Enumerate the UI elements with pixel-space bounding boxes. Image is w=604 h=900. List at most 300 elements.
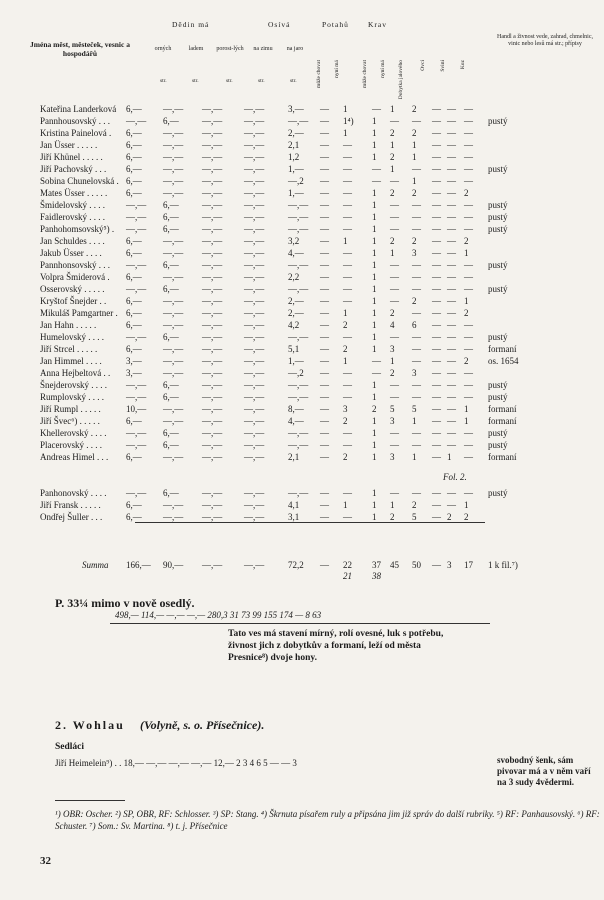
table-row [0,332,604,344]
row-cell: — [432,308,441,318]
row-name: Jiří Fransk . . . . . [40,500,101,510]
row-cell: —,— [244,440,265,450]
row-cell: — [320,344,329,354]
row-cell: 1 [372,248,377,258]
vert-head-8: Koz [460,60,466,70]
row-cell: — [464,368,473,378]
row-cell: — [343,380,352,390]
row-cell: — [464,260,473,270]
summa-note: 1 k fil.⁷) [488,560,518,570]
row-cell: 2 [412,236,417,246]
row-cell: — [432,296,441,306]
row-cell: 6,— [126,512,142,522]
row-cell: — [432,416,441,426]
row-cell: —,— [288,332,309,342]
row-cell: —,— [126,284,147,294]
row-cell: 1 [372,344,377,354]
row-cell: — [343,176,352,186]
vert-head-2: nyní má [334,60,340,78]
row-cell: 2,1 [288,452,300,462]
row-cell: 1 [447,452,452,462]
row-cell: 1 [372,272,377,282]
table-row [0,224,604,236]
row-cell: 6,— [163,284,179,294]
row-note: pustý [488,200,508,210]
row-cell: 2 [464,188,469,198]
row-cell: 2 [390,308,395,318]
col-head-jaro: na jaro [286,46,304,52]
table-row [0,488,604,500]
row-cell: 1 [372,212,377,222]
table-row [0,272,604,284]
row-cell: — [343,212,352,222]
row-cell: 6,— [126,236,142,246]
row-name: Panhohomsovský⁵) . [40,224,115,234]
row-cell: 6,— [163,428,179,438]
table-row [0,452,604,464]
row-cell: — [343,368,352,378]
row-cell: — [390,392,399,402]
row-cell: — [447,356,456,366]
row-cell: —,— [244,500,265,510]
row-cell: — [390,428,399,438]
table-row [0,152,604,164]
row-cell: — [447,116,456,126]
row-cell: 2 [464,236,469,246]
row-cell: 2 [390,152,395,162]
row-cell: — [464,116,473,126]
row-cell: — [320,332,329,342]
row-cell: — [447,140,456,150]
row-cell: — [447,260,456,270]
row-cell: — [390,272,399,282]
summa-cell: —,— [244,560,265,570]
row-cell: —,— [126,116,147,126]
row-cell: 1 [372,500,377,510]
row-cell: — [372,356,381,366]
row-cell: 1 [390,248,395,258]
row-cell: — [343,392,352,402]
row-name: Jan Üsser . . . . . [40,140,98,150]
row-cell: — [432,152,441,162]
row-cell: — [343,440,352,450]
row-cell: 6,— [163,260,179,270]
row-cell: — [432,104,441,114]
row-cell: — [432,428,441,438]
row-cell: 4,— [288,248,304,258]
row-cell: —,— [126,224,147,234]
row-cell: — [447,236,456,246]
row-cell: —,— [202,176,223,186]
row-note: pustý [488,488,508,498]
row-cell: — [432,248,441,258]
row-cell: 1 [412,176,417,186]
row-cell: —,— [244,332,265,342]
row-cell: 2 [447,512,452,522]
row-cell: — [343,152,352,162]
row-cell: 3,2 [288,236,300,246]
row-cell: — [412,164,421,174]
row-name: Placerovský . . . . [40,440,102,450]
row-cell: —,— [202,140,223,150]
row-cell: 2 [412,104,417,114]
row-cell: — [320,356,329,366]
row-cell: —,— [244,380,265,390]
row-name: Kateřina Landerková [40,104,117,114]
row-cell: —,— [202,380,223,390]
row-cell: — [320,104,329,114]
row-cell: —,— [202,332,223,342]
row-name: Andreas Himel . . . [40,452,109,462]
summa-cell: 45 [390,560,399,570]
row-cell: 1 [372,236,377,246]
row-name: Pannhousovský . . . [40,116,111,126]
row-cell: — [447,392,456,402]
row-cell: 1 [464,416,469,426]
row-cell: — [320,116,329,126]
row-cell: 2 [412,188,417,198]
row-cell: 1 [372,128,377,138]
row-cell: —,— [126,428,147,438]
col-head-porost: porost-lých [216,46,244,52]
summa-cell: — [432,560,441,570]
row-cell: —,— [202,500,223,510]
row-cell: — [464,440,473,450]
row-cell: —,— [202,164,223,174]
row-cell: 3 [390,452,395,462]
row-cell: — [412,488,421,498]
row-cell: — [447,332,456,342]
summa-cell: 17 [464,560,473,570]
table-row [0,284,604,296]
row-name: Faidlerovský . . . . [40,212,105,222]
row-cell: — [412,428,421,438]
row-cell: — [320,320,329,330]
row-cell: 2 [412,500,417,510]
row-cell: —,— [244,212,265,222]
table-row [0,320,604,332]
row-cell: —,— [126,488,147,498]
row-cell: —,— [163,452,184,462]
row-cell: —,— [202,356,223,366]
row-cell: — [464,380,473,390]
row-cell: 1 [343,104,348,114]
unit-4: str. [258,78,265,84]
row-cell: 1 [464,296,469,306]
row-name: Jan Himmel . . . . [40,356,102,366]
row-name: Jiří Pachovský . . . [40,164,107,174]
row-cell: 1 [412,152,417,162]
row-cell: — [432,164,441,174]
table-row [0,104,604,116]
row-cell: 1 [372,296,377,306]
row-cell: —,— [163,152,184,162]
header-osiva: Osívá [268,20,291,29]
unit-2: str. [192,78,199,84]
row-cell: — [447,320,456,330]
row-cell: —,— [244,392,265,402]
table-row [0,416,604,428]
row-name: Jan Hahn . . . . . [40,320,97,330]
row-cell: —,— [288,380,309,390]
row-name: Mates Üsser . . . . . [40,188,108,198]
row-cell: 2 [412,128,417,138]
table-row [0,200,604,212]
row-name: Kristina Painelová . [40,128,112,138]
row-cell: —,— [163,104,184,114]
footnote-rule [55,800,125,801]
row-cell: — [320,272,329,282]
row-cell: — [464,488,473,498]
row-cell: — [432,500,441,510]
row-cell: 6,— [126,104,142,114]
row-cell: —,— [244,128,265,138]
row-cell: 1 [464,248,469,258]
summa-cell: 166,— [126,560,151,570]
row-cell: 2,— [288,296,304,306]
row-cell: 1 [372,188,377,198]
row-cell: —,— [244,104,265,114]
row-cell: — [343,200,352,210]
row-cell: —,— [202,512,223,522]
row-cell: —,— [126,200,147,210]
row-cell: 1 [412,452,417,462]
section-1-totals: 498,— 114,— —,— —,— 280,3 31 73 99 155 174 — 8 63 [115,610,322,620]
row-note: formaní [488,452,517,462]
row-cell: — [343,296,352,306]
row-cell: — [432,440,441,450]
row-cell: — [343,284,352,294]
row-note: pustý [488,392,508,402]
row-cell: — [447,272,456,282]
row-cell: 2 [343,416,348,426]
row-cell: —,— [202,260,223,270]
row-note: pustý [488,428,508,438]
row-cell: 6,— [126,188,142,198]
table-row [0,404,604,416]
row-cell: — [343,512,352,522]
row-cell: —,— [126,380,147,390]
row-cell: — [464,392,473,402]
row-name: Khellerovský . . . . [40,428,107,438]
row-cell: 10,— [126,404,147,414]
row-cell: — [412,392,421,402]
row-cell: — [390,488,399,498]
row-cell: —,— [202,236,223,246]
row-cell: — [447,344,456,354]
row-cell: — [412,200,421,210]
row-cell: —,— [244,452,265,462]
row-cell: 5,1 [288,344,300,354]
row-cell: — [464,344,473,354]
row-cell: 6 [412,320,417,330]
row-cell: — [390,332,399,342]
row-cell: — [432,128,441,138]
row-cell: 1 [372,200,377,210]
row-cell: —,— [244,140,265,150]
row-cell: — [464,272,473,282]
row-cell: —,— [202,308,223,318]
row-cell: —,— [244,488,265,498]
row-cell: 1 [464,500,469,510]
row-cell: — [447,164,456,174]
page-number: 32 [40,855,51,867]
row-cell: — [447,248,456,258]
summa-sub: 21 [343,571,352,581]
row-cell: —,— [202,116,223,126]
row-cell: — [343,164,352,174]
row-cell: 1 [372,332,377,342]
row-cell: 5 [412,404,417,414]
row-cell: —,— [202,404,223,414]
row-cell: — [432,236,441,246]
row-cell: — [432,380,441,390]
row-cell: —,— [163,140,184,150]
row-cell: —,— [244,224,265,234]
row-cell: 3,— [126,368,142,378]
table-row [0,248,604,260]
row-cell: 6,— [126,296,142,306]
row-cell: —,— [244,236,265,246]
section-2-row: Jiří Heimelein⁹) . . 18,— —,— —,— —,— 12,— 2 3 4 6 5 — — 3 [55,758,297,768]
row-cell: —,— [244,248,265,258]
row-cell: —,— [126,440,147,450]
header-right-title: Handl a živnost vede, zahrad, chmelnic, vinic nebo lesů má str.; přípisy [497,34,593,47]
table-row [0,260,604,272]
row-cell: 1 [343,308,348,318]
row-cell: —,— [244,308,265,318]
row-cell: —,— [163,368,184,378]
row-cell: —,— [202,212,223,222]
row-cell: 1 [464,404,469,414]
row-cell: —,— [163,320,184,330]
row-cell: — [412,356,421,366]
row-cell: — [432,512,441,522]
row-cell: 1⁴) [343,116,354,126]
row-cell: 6,— [126,452,142,462]
row-note: pustý [488,164,508,174]
row-cell: — [464,200,473,210]
row-cell: —,— [244,404,265,414]
row-cell: — [447,284,456,294]
row-cell: 1 [372,416,377,426]
row-cell: — [464,332,473,342]
row-cell: 2,— [288,128,304,138]
row-cell: 6,— [126,128,142,138]
row-cell: —,— [202,416,223,426]
row-cell: 1,— [288,188,304,198]
row-cell: —,— [163,272,184,282]
row-note: pustý [488,284,508,294]
row-cell: 6,— [126,272,142,282]
vert-head-4: nyní má [380,60,386,78]
row-cell: — [320,260,329,270]
row-cell: —,— [126,392,147,402]
row-cell: — [447,500,456,510]
row-cell: 1 [390,104,395,114]
vert-head-3: může chovat [362,60,368,88]
row-cell: — [320,212,329,222]
col-head-ladem: ladem [188,46,204,52]
row-cell: — [447,176,456,186]
row-cell: —,— [244,416,265,426]
summa-subrow [0,571,604,583]
row-cell: — [432,176,441,186]
row-cell: 3,1 [288,512,300,522]
row-name: Mikuláš Pamgartner . [40,308,118,318]
row-cell: — [320,284,329,294]
row-note: pustý [488,440,508,450]
summa-label: Summa [82,560,109,570]
table-row [0,128,604,140]
header-left-title: Jména měst, městeček, vesnic a hospodářů [30,40,130,58]
row-cell: —,— [244,152,265,162]
row-cell: — [464,452,473,462]
row-cell: — [343,428,352,438]
row-cell: 3 [343,404,348,414]
row-cell: 2 [464,308,469,318]
row-cell: — [432,332,441,342]
row-cell: — [432,320,441,330]
row-cell: 6,— [126,176,142,186]
row-cell: — [320,296,329,306]
row-cell: 4,— [288,416,304,426]
summa-cell: 3 [447,560,452,570]
row-cell: — [432,224,441,234]
row-cell: —,— [244,512,265,522]
table-row [0,296,604,308]
row-name: Kryštof Šnejder . . [40,296,107,306]
row-cell: — [372,104,381,114]
row-cell: 1,— [288,164,304,174]
row-cell: — [447,224,456,234]
row-cell: — [372,176,381,186]
row-cell: —,— [244,116,265,126]
row-cell: —,— [288,212,309,222]
row-cell: 2 [464,356,469,366]
row-cell: — [390,380,399,390]
row-cell: — [447,296,456,306]
row-cell: — [464,152,473,162]
table-row [0,188,604,200]
row-cell: —,— [244,176,265,186]
row-cell: 1 [372,392,377,402]
row-cell: — [447,488,456,498]
row-cell: — [464,104,473,114]
row-cell: — [412,440,421,450]
row-cell: 1 [390,500,395,510]
row-note: pustý [488,380,508,390]
row-cell: — [464,128,473,138]
header-dedin: Dědin má [172,20,210,29]
row-cell: —,— [202,392,223,402]
row-cell: —,— [288,440,309,450]
row-cell: 2 [390,512,395,522]
row-cell: — [464,284,473,294]
row-cell: — [464,176,473,186]
unit-3: str. [226,78,233,84]
row-cell: —,— [163,188,184,198]
row-name: Šnejderovský . . . . [40,380,107,390]
row-cell: — [320,140,329,150]
row-cell: 1 [372,452,377,462]
row-cell: — [320,404,329,414]
row-cell: —,— [288,392,309,402]
row-cell: 4,1 [288,500,300,510]
row-cell: —,— [202,224,223,234]
row-cell: — [447,368,456,378]
row-cell: 8,— [288,404,304,414]
